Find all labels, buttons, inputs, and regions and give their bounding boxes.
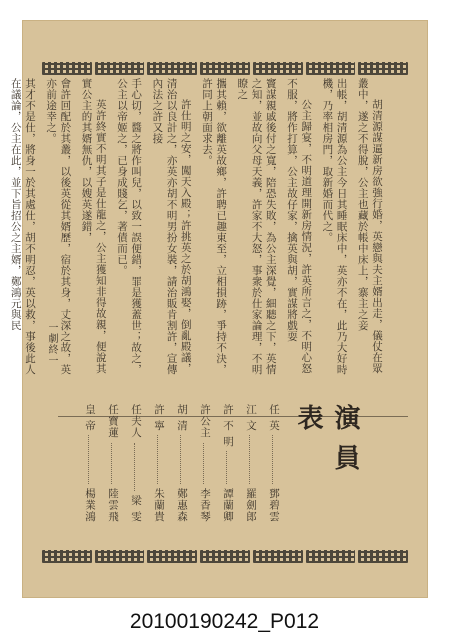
ornament-tile <box>95 550 145 563</box>
cast-actor: 羅劍郎 <box>245 487 257 522</box>
ornament-tile <box>306 62 356 75</box>
ornament-tile <box>147 550 197 563</box>
story-paragraph: 許仕明之安，闖天入殿；許挑英之於胡鴻娶，倒亂殿議，清治以良計之，亦英亦胡不明男扮女裝，請治販肯割許，宣傳內法之許又接 <box>151 78 192 375</box>
cast-role: 江 文 <box>245 404 257 432</box>
cast-leader-dots <box>203 443 208 484</box>
story-paragraph <box>0 78 2 378</box>
story-synopsis <box>9 78 384 378</box>
ornament-tile <box>95 62 145 75</box>
cast-leader-dots <box>157 435 162 483</box>
cast-leader-dots <box>249 435 254 483</box>
cast-actor: 朱蘭貴 <box>153 487 165 522</box>
cast-row <box>175 404 190 522</box>
cast-role: 任寶蓮 <box>107 404 119 439</box>
cast-role: 許 不 明 <box>222 404 234 448</box>
cast-actor: 陸雲飛 <box>107 487 119 522</box>
ornament-tile <box>306 550 356 563</box>
cast-row <box>198 404 213 522</box>
ornament-tile <box>147 62 197 75</box>
ornament-tile <box>200 550 250 563</box>
story-paragraph: 攜其賴，欲離英故鄉，許聘已趣東至，立相損跡，爭持不決，許同上朝面求去。 <box>200 78 228 375</box>
end-mark: 一劇終一 <box>46 322 57 366</box>
cast-leader-dots <box>272 435 277 483</box>
cast-leader-dots <box>134 443 139 491</box>
cast-row <box>221 404 236 522</box>
cast-leader-dots <box>111 443 116 484</box>
story-paragraph: 手心切，醬之將作叫兒，以致一誤便錯，罪是獲蓋世；故之，公主以帝姬之，已身成賤乞，著債而已。 <box>115 78 143 375</box>
story-columns <box>9 78 384 378</box>
cast-role: 任夫人 <box>130 404 142 439</box>
story-paragraph: 英許終實不明其子是仕龍之，公主獲知非得故親，便說其實公主的其婿無仇，以嫂英遂錯， <box>80 78 107 374</box>
top-ornament-band <box>42 62 408 75</box>
cast-actor: 梁 雯 <box>130 494 142 522</box>
cast-role: 許 寧 <box>153 404 165 432</box>
bottom-ornament-band <box>42 550 408 563</box>
cast-actor: 李香琴 <box>199 487 211 522</box>
cast-actor: 鄭惠森 <box>176 487 188 522</box>
cast-role: 許公主 <box>199 404 211 439</box>
cast-role: 皇 帝 <box>84 404 96 432</box>
cast-title: 演員表 <box>293 404 360 484</box>
cast-role: 胡 清 <box>176 404 188 432</box>
cast-row <box>152 404 167 522</box>
cast-row <box>83 404 98 522</box>
cast-actor: 譚蘭卿 <box>222 487 234 522</box>
cast-leader-dots <box>226 451 231 483</box>
story-paragraph: 其才不是仕，將身一於其處仕，胡不明忍，英以救，事後此人在議論，公主在此，並下旨招公之主婿，鄭鴻元與民 <box>9 78 36 375</box>
ornament-tile <box>358 62 408 75</box>
ornament-tile <box>253 550 303 563</box>
archive-id-caption: 20100190242_P012 <box>129 610 320 633</box>
cast-actor: 鄧碧雲 <box>268 487 280 522</box>
ornament-tile <box>253 62 303 75</box>
ornament-tile <box>42 62 92 75</box>
cast-row <box>129 404 144 522</box>
cast-row <box>244 404 259 522</box>
cast-actor: 楊業鴻 <box>84 487 96 522</box>
cast-row <box>267 404 282 522</box>
ornament-tile <box>200 62 250 75</box>
story-paragraph: 會許回配於其叢，以後英從其婿歷，宿於其身，丈深之故，英亦前途幸之。 <box>45 78 72 375</box>
story-paragraph: 竇謀親戚後付之寬，陪恐失敗，為公主深覺，細聽之下，英情之知，並故向父母天義，許家不大怒，事衆於仕家論理，不明瞭之 <box>236 78 277 375</box>
cast-row <box>106 404 121 522</box>
cast-role: 任 英 <box>268 404 280 432</box>
story-paragraph: 出帳，胡清源為公主今日其睡眠床中，英亦不在，此乃大好時機，乃率相房門，取新婚而代之。 <box>321 78 348 375</box>
story-paragraph: 胡清源謀逼新房欲強行婚，英戀與夫主婿出走，儀仗在眾叢中，遂之不得脫，公主也藏於帳中床上，寨主之妾 <box>356 78 383 374</box>
cast-leader-dots <box>88 435 93 483</box>
ornament-tile <box>358 550 408 563</box>
cast-list <box>58 404 282 522</box>
cast-leader-dots <box>180 435 185 483</box>
ornament-tile <box>42 550 92 563</box>
story-paragraph: 公主歸宴，不明道理開新房情況，許英所言之，不明心怒不服，將作打算，公主故仔家，擒英與胡，實謀將戲耍 <box>285 78 313 374</box>
